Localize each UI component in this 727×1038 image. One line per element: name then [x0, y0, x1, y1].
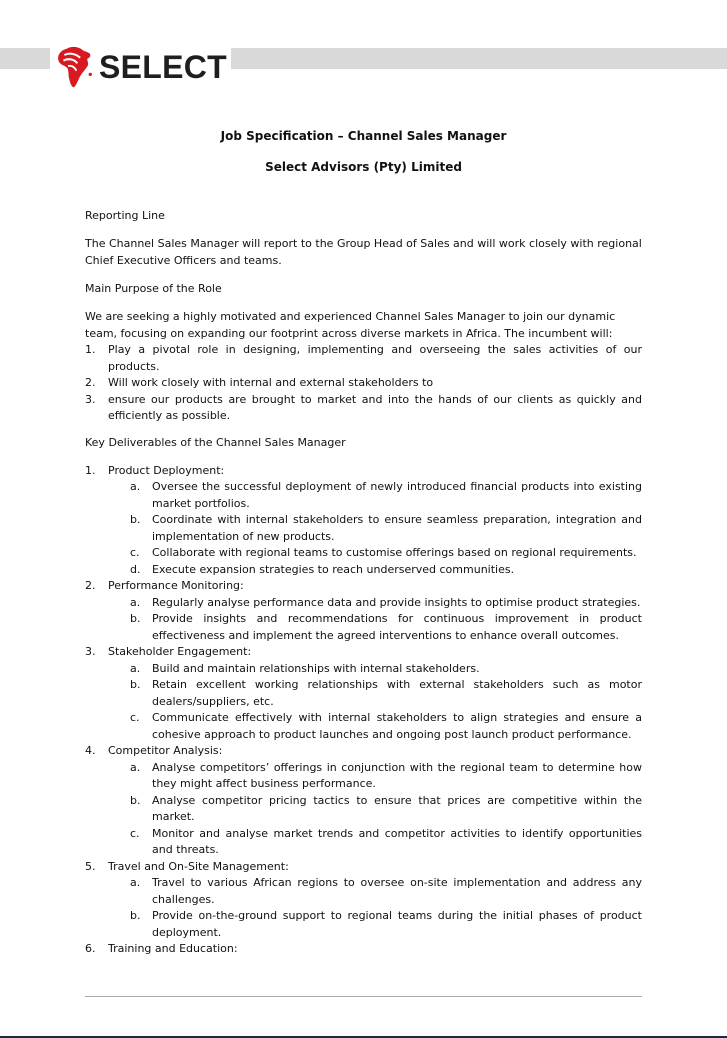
- sub-item-text: Provide on-the-ground support to regional teams during the initial phases of product deployment.: [152, 909, 642, 939]
- logo-text: SELECT: [98, 49, 227, 85]
- purpose-heading: Main Purpose of the Role: [85, 282, 222, 295]
- company-name: Select Advisors (Pty) Limited: [265, 160, 462, 174]
- sub-list: [85, 479, 642, 578]
- sub-item-text: Communicate effectively with internal stakeholders to align strategies and ensure a cohesive approach to product launches and ongoing post launch product performance.: [152, 711, 642, 741]
- sub-item-text: Retain excellent working relationships with external stakeholders such as motor dealers/suppliers, etc.: [152, 678, 642, 708]
- sub-item-text: Monitor and analyse market trends and competitor activities to identify opportunities and threats.: [152, 826, 642, 856]
- list-marker: 4.: [85, 744, 96, 757]
- deliverable-item: [85, 859, 642, 876]
- sub-list-item: [85, 545, 642, 562]
- list-item-text: Play a pivotal role in designing, implementing and overseeing the sales activities of our products.: [108, 343, 642, 373]
- list-marker: 2.: [85, 376, 96, 389]
- sub-item-text: Analyse competitor pricing tactics to ensure that prices are competitive within the market.: [152, 793, 642, 823]
- footer-divider: [85, 996, 642, 997]
- deliverable-label: Stakeholder Engagement:: [108, 645, 252, 658]
- list-marker: 3.: [85, 645, 96, 658]
- deliverable-item: [85, 644, 642, 661]
- sub-list-item: [85, 661, 642, 678]
- africa-map-icon: [57, 44, 94, 90]
- sub-list-container: [85, 760, 642, 859]
- document-body: [85, 123, 642, 958]
- deliverable-label: Travel and On-Site Management:: [108, 859, 289, 873]
- deliverable-item: [85, 578, 642, 595]
- deliverable-item: [85, 743, 642, 760]
- list-item: [85, 342, 642, 375]
- list-item: [85, 392, 642, 425]
- deliverable-item: [85, 463, 642, 480]
- deliverable-item: [85, 941, 642, 958]
- sub-marker: b.: [130, 678, 141, 691]
- list-marker: 2.: [85, 579, 96, 592]
- page-title: Job Specification – Channel Sales Manager: [220, 129, 507, 143]
- purpose-list: [85, 342, 642, 425]
- sub-list-item: [85, 826, 642, 859]
- sub-list-container: [85, 661, 642, 744]
- sub-item-text: Analyse competitors’ offerings in conjunction with the regional team to determine how they might affect business performance.: [152, 760, 642, 790]
- sub-marker: a.: [130, 480, 141, 493]
- sub-list-item: [85, 611, 642, 644]
- sub-list: [85, 875, 642, 941]
- sub-item-text: Coordinate with internal stakeholders to ensure seamless preparation, integration and implementation of new products.: [152, 513, 642, 543]
- company-logo: [57, 43, 227, 91]
- list-marker: 5.: [85, 859, 96, 873]
- list-item-text: ensure our products are brought to market and into the hands of our clients as quickly and efficiently as possible.: [108, 392, 642, 422]
- list-marker: 1.: [85, 463, 96, 477]
- sub-item-text: Regularly analyse performance data and provide insights to optimise product strategies.: [152, 595, 641, 609]
- deliverable-label: Performance Monitoring:: [108, 579, 244, 592]
- sub-list: [85, 760, 642, 859]
- list-marker: 3.: [85, 392, 96, 406]
- sub-list-item: [85, 595, 642, 612]
- sub-list-item: [85, 760, 642, 793]
- sub-list-item: [85, 562, 642, 579]
- purpose-paragraph: We are seeking a highly motivated and experienced Channel Sales Manager to join our dynamic team, focusing on expanding our footprint across diverse markets in Africa. The incumbent will:: [85, 310, 616, 340]
- sub-marker: d.: [130, 562, 141, 576]
- sub-marker: c.: [130, 546, 140, 559]
- sub-list-item: [85, 677, 642, 710]
- sub-list-container: [85, 875, 642, 941]
- sub-list-item: [85, 512, 642, 545]
- deliverable-label: Competitor Analysis:: [108, 744, 223, 757]
- sub-marker: b.: [130, 513, 141, 526]
- sub-list: [85, 595, 642, 645]
- sub-marker: c.: [130, 826, 140, 840]
- header-bar-right: [231, 48, 727, 69]
- deliverable-label: Product Deployment:: [108, 463, 225, 477]
- list-item: [85, 375, 642, 392]
- header-bar-left: [0, 48, 50, 69]
- sub-item-text: Execute expansion strategies to reach underserved communities.: [152, 562, 515, 576]
- sub-list-item: [85, 793, 642, 826]
- sub-marker: a.: [130, 661, 141, 675]
- deliverables-heading: Key Deliverables of the Channel Sales Manager: [85, 435, 346, 449]
- sub-item-text: Build and maintain relationships with internal stakeholders.: [152, 661, 480, 675]
- sub-marker: c.: [130, 711, 140, 724]
- sub-list: [85, 661, 642, 744]
- list-marker: 6.: [85, 942, 96, 955]
- list-item-text: Will work closely with internal and external stakeholders to: [108, 376, 434, 389]
- sub-list-item: [85, 908, 642, 941]
- sub-item-text: Provide insights and recommendations for continuous improvement in product effectiveness and implement the agreed interventions to enhance overall outcomes.: [152, 612, 642, 642]
- sub-marker: a.: [130, 760, 141, 774]
- sub-list-item: [85, 479, 642, 512]
- reporting-heading: Reporting Line: [85, 209, 165, 222]
- sub-list-item: [85, 875, 642, 908]
- deliverables-list: [85, 463, 642, 958]
- sub-marker: a.: [130, 876, 141, 889]
- reporting-paragraph: The Channel Sales Manager will report to the Group Head of Sales and will work closely with regional Chief Executive Officers and teams.: [85, 237, 642, 267]
- sub-list-container: [85, 595, 642, 645]
- sub-item-text: Collaborate with regional teams to customise offerings based on regional requirements.: [152, 546, 637, 559]
- deliverable-label: Training and Education:: [108, 942, 238, 955]
- sub-item-text: Travel to various African regions to oversee on-site implementation and address any challenges.: [152, 876, 642, 906]
- list-marker: 1.: [85, 343, 96, 356]
- sub-list-container: [85, 479, 642, 578]
- sub-marker: b.: [130, 612, 141, 625]
- sub-item-text: Oversee the successful deployment of newly introduced financial products into existing market portfolios.: [152, 480, 642, 510]
- sub-list-item: [85, 710, 642, 743]
- sub-marker: a.: [130, 595, 141, 609]
- sub-marker: b.: [130, 909, 141, 922]
- sub-marker: b.: [130, 793, 141, 807]
